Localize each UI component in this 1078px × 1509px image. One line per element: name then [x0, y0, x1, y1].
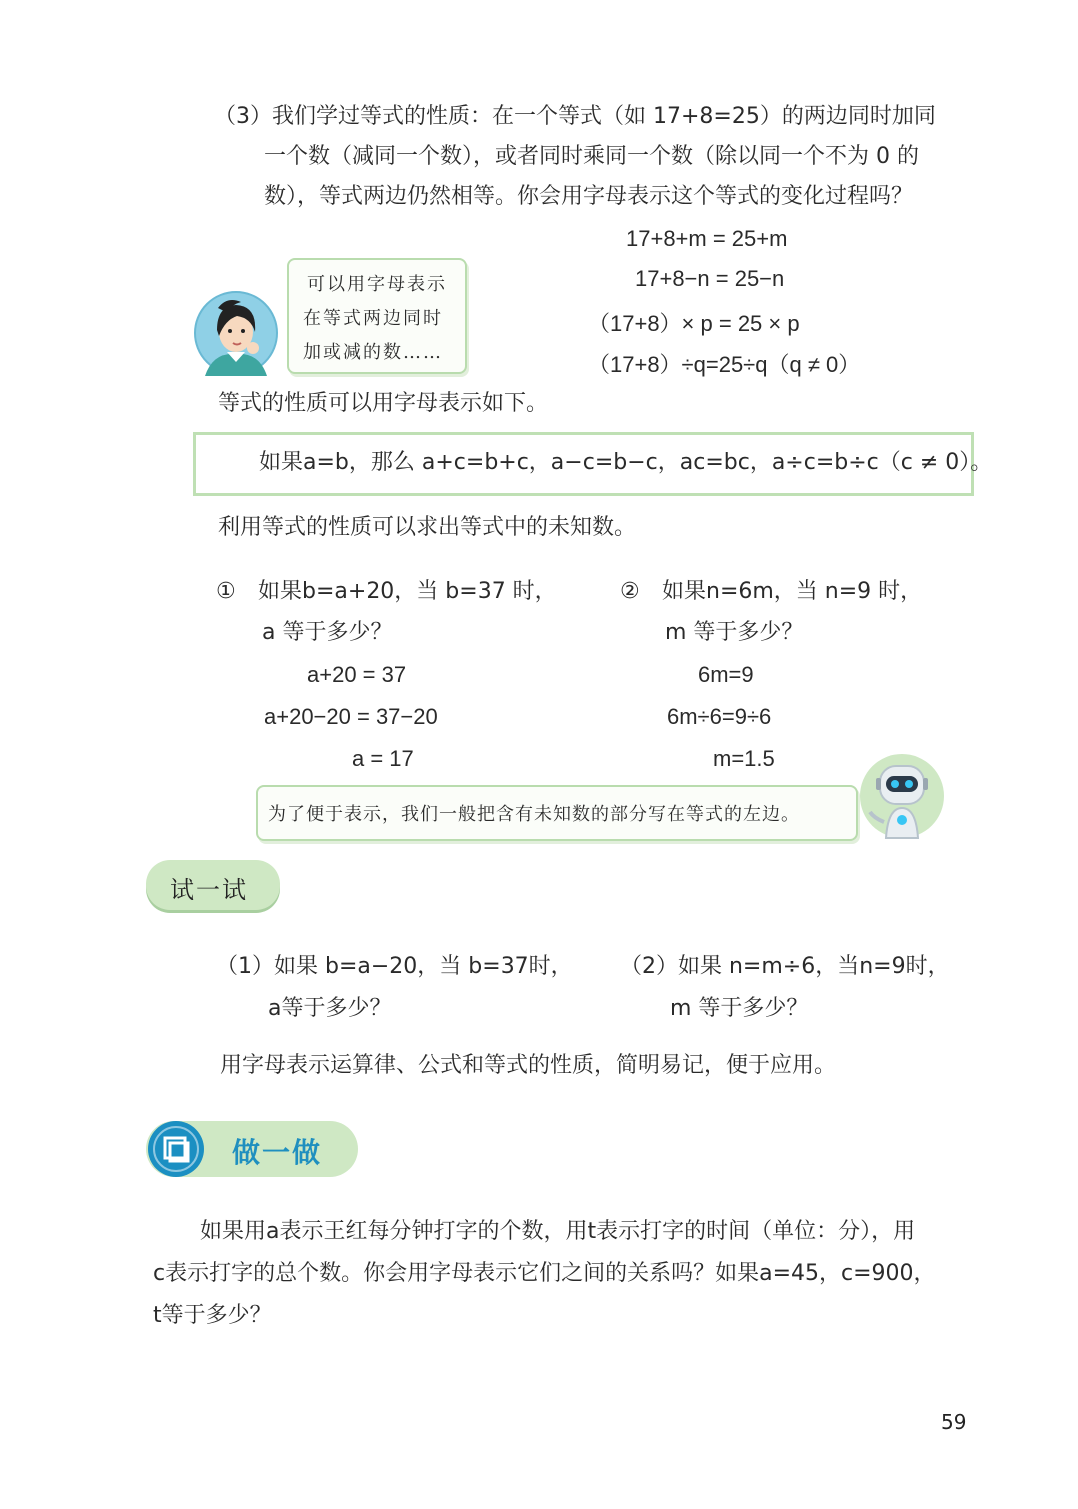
- do-line-1: 如果用a表示王红每分钟打字的个数，用t表示打字的时间（单位：分），用: [200, 1219, 916, 1244]
- equation-subtract: 17+8−n = 25−n: [635, 266, 785, 291]
- example2-step-3: m=1.5: [713, 746, 775, 771]
- girl-speech-bubble: [287, 258, 467, 374]
- example2-marker: ②: [620, 579, 640, 604]
- do-line-2: c表示打字的总个数。你会用字母表示它们之间的关系吗？如果a=45，c=900，: [153, 1261, 936, 1286]
- example2-step-2: 6m÷6=9÷6: [667, 704, 772, 729]
- example1-question-line-2: a 等于多少？: [262, 620, 393, 645]
- example1-step-1: a+20 = 37: [307, 662, 407, 687]
- example2-question-line-1: 如果n=6m，当 n=9 时，: [662, 579, 923, 604]
- try-section-title: 试一试: [170, 876, 248, 904]
- try-question-1-line-1: （1）如果 b=a−20，当 b=37时，: [216, 954, 573, 979]
- try-section-header: [146, 860, 280, 910]
- girl-bubble-line-2: 在等式两边同时: [303, 308, 443, 329]
- do-line-3: t等于多少？: [153, 1303, 272, 1328]
- equation-multiply: （17+8）× p = 25 × p: [588, 311, 800, 336]
- try-question-1-line-2: a等于多少？: [268, 996, 392, 1021]
- section3-line-2: 一个数（减同一个数），或者同时乘同一个数（除以同一个不为 0 的: [264, 144, 919, 169]
- notebook-icon: [148, 1121, 204, 1177]
- section3-line-1: （3）我们学过等式的性质：在一个等式（如 17+8=25）的两边同时加同: [214, 104, 936, 129]
- property-rule-box: [193, 432, 993, 496]
- example1-marker: ①: [216, 579, 236, 604]
- do-section-title: 做一做: [232, 1136, 323, 1169]
- example1-step-2: a+20−20 = 37−20: [264, 704, 438, 729]
- try-question-2-line-1: （2）如果 n=m÷6，当n=9时，: [620, 954, 950, 979]
- robot-avatar: [858, 752, 946, 840]
- example1-question-line-1: 如果b=a+20，当 b=37 时，: [258, 579, 557, 604]
- example2-step-1: 6m=9: [698, 662, 754, 687]
- section3-line-3: 数），等式两边仍然相等。你会用字母表示这个等式的变化过程吗？: [264, 184, 914, 209]
- girl-avatar: [193, 290, 279, 376]
- try-question-2-line-2: m 等于多少？: [670, 996, 809, 1021]
- equation-divide: （17+8）÷q=25÷q（q ≠ 0）: [588, 352, 861, 377]
- robot-speech-bubble: [256, 785, 858, 841]
- property-rule: 如果a=b，那么 a+c=b+c，a−c=b−c，ac=bc，a÷c=b÷c（c ≠ 0）。: [259, 450, 993, 475]
- girl-bubble-line-3: 加或减的数……: [303, 342, 443, 363]
- example2-question-line-2: m 等于多少？: [665, 620, 804, 645]
- example1-step-3: a = 17: [352, 746, 414, 771]
- summary-text: 用字母表示运算律、公式和等式的性质，简明易记，便于应用。: [220, 1053, 837, 1078]
- do-section-header: [146, 1121, 358, 1177]
- robot-bubble-text: 为了便于表示，我们一般把含有未知数的部分写在等式的左边。: [268, 804, 800, 825]
- girl-bubble-line-1: 可以用字母表示: [307, 274, 447, 295]
- equation-add: 17+8+m = 25+m: [626, 226, 788, 251]
- property-intro: 等式的性质可以用字母表示如下。: [218, 391, 549, 416]
- unknown-intro: 利用等式的性质可以求出等式中的未知数。: [218, 515, 637, 540]
- page-number: 59: [941, 1410, 967, 1434]
